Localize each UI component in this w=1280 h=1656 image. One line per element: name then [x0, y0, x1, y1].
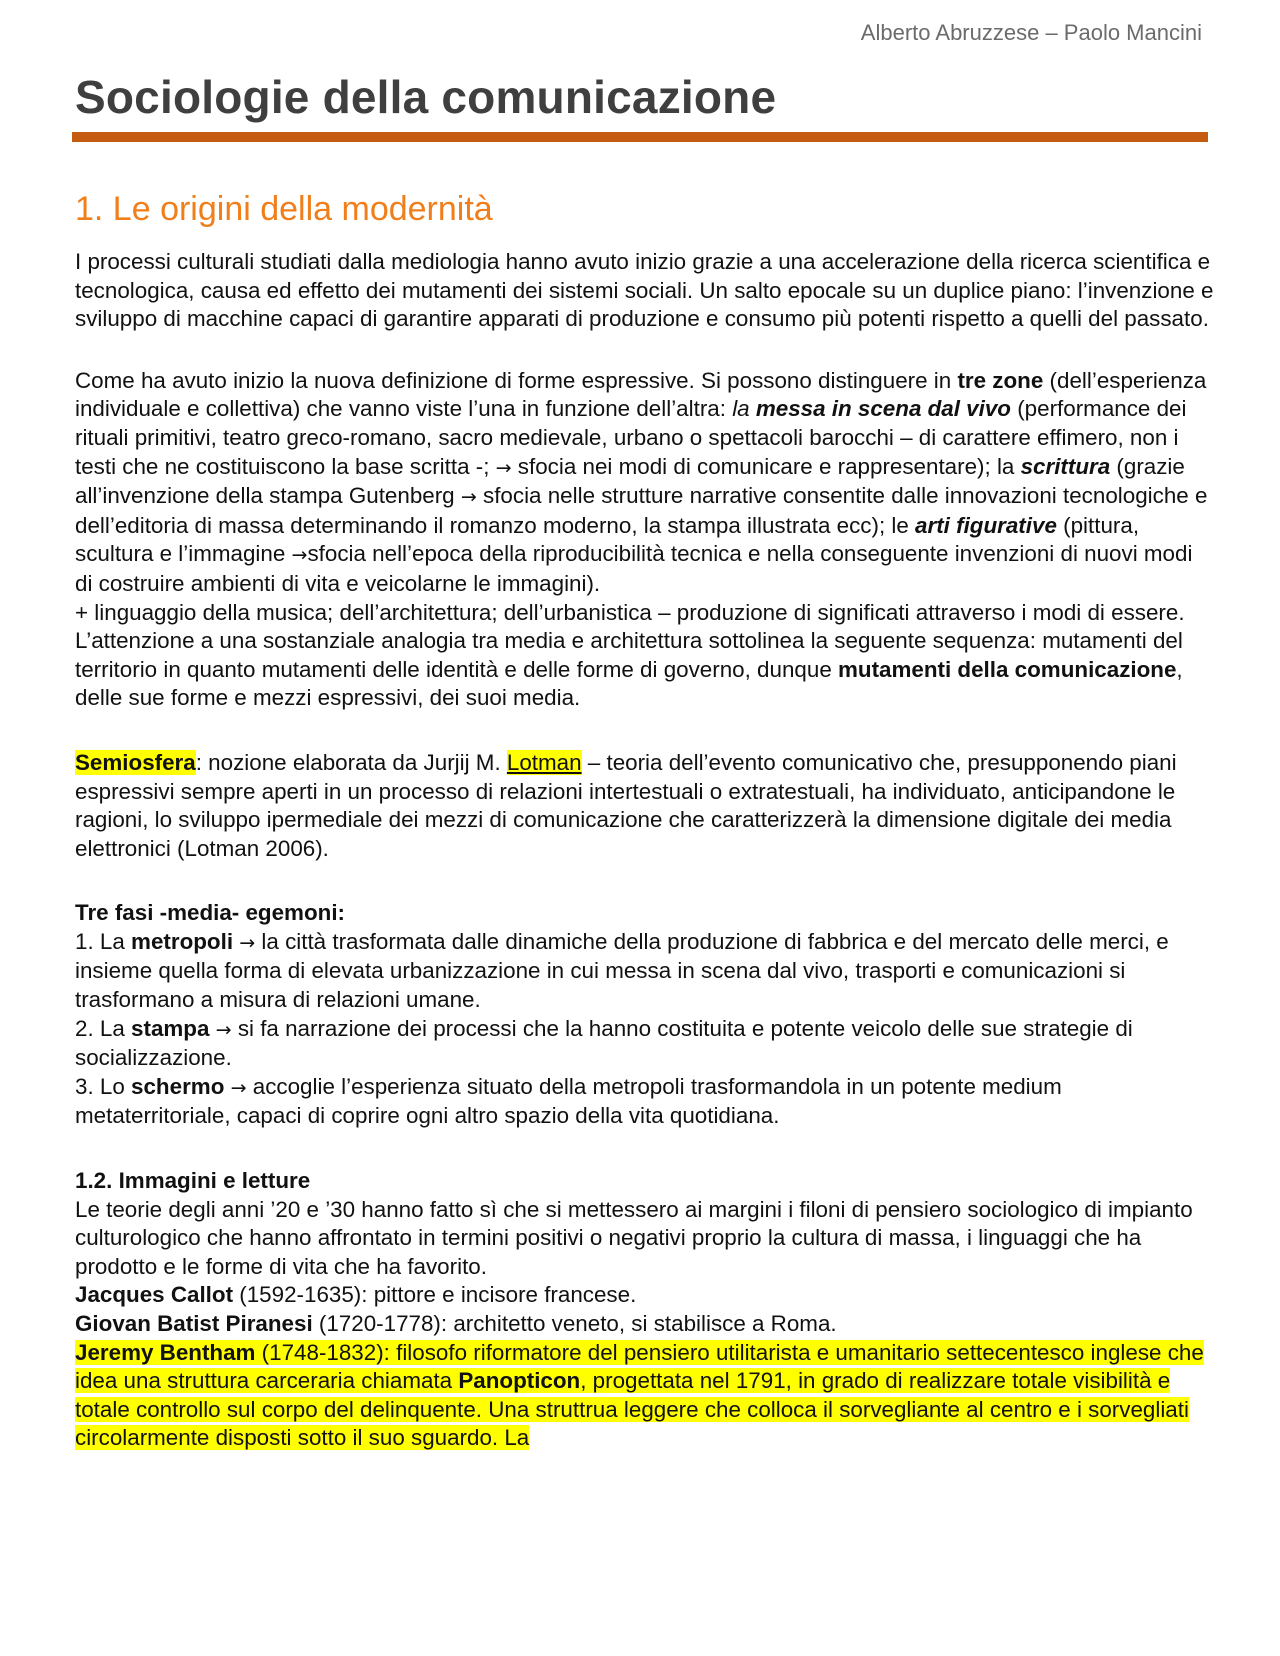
header-author: Alberto Abruzzese – Paolo Mancini: [860, 20, 1202, 45]
bold-italic-term-scrittura: scrittura: [1020, 453, 1111, 479]
text-run: sfocia nelle strutture narrative consentite dalle innovazioni tecnologiche e dell’editoria di massa determinando il romanzo moderno, la stampa illustrata ecc); le: [75, 483, 1208, 538]
text-run: (dell’esperienza individuale e collettiva) che vanno viste l’una in funzione dell’altra:: [75, 367, 1207, 422]
paragraph-teorie: Le teorie degli anni ’20 e ’30 hanno fatto sì che si mettessero ai margini i filoni di pensiero sociologico di impianto culturologico che hanno affrontato in termini positivi o negativi proprio la cultura di massa, i linguaggi che ha prodotto e le forme di vita che ha favorito.: [75, 1196, 1193, 1279]
highlighted-text: (1748-1832): filosofo riformatore del pensiero utilitarista e umanitario settecentesco inglese che idea una struttura carceraria chiamata: [75, 1339, 1204, 1394]
person-entry-callot: [75, 1281, 1215, 1310]
list-prefix: 1. La: [75, 928, 132, 954]
bold-term: metropoli: [131, 928, 234, 954]
bold-term-mutamenti: mutamenti della comunicazione: [838, 656, 1177, 682]
spacer: [75, 334, 1215, 367]
paragraph-semiosfera: [75, 749, 1215, 863]
section-heading-origini: 1. Le origini della modernità: [75, 190, 493, 228]
title-underline: [72, 132, 1208, 142]
spacer: [75, 713, 1215, 749]
paragraph-linguaggi: + linguaggio della musica; dell’architettura; dell’urbanistica – produzione di significati attraverso i modi di essere.: [75, 599, 1185, 625]
list-item-schermo: [75, 1073, 1215, 1131]
document-title: Sociologie della comunicazione: [75, 71, 777, 123]
list-text: accoglie l’esperienza situato della metropoli trasformandola in un potente medium metaterritoriale, capaci di coprire ogni altro spazio della vita quotidiana.: [75, 1073, 1062, 1129]
highlighted-link-lotman[interactable]: Lotman: [506, 749, 582, 775]
person-entry-piranesi: [75, 1310, 1215, 1339]
paragraph-intro: I processi culturali studiati dalla mediologia hanno avuto inizio grazie a una accelerazione della ricerca scientifica e tecnologica, causa ed effetto dei mutamenti dei sistemi sociali. Un salto epocale su un duplice piano: l’invenzione e sviluppo di macchine capaci di garantire apparati di produzione e consumo più potenti rispetto a quelli del passato.: [75, 249, 1214, 332]
bold-term: stampa: [131, 1015, 210, 1041]
list-text: si fa narrazione dei processi che la hanno costituita e potente veicolo delle sue strategie di socializzazione.: [75, 1015, 1133, 1071]
text-run: Come ha avuto inizio la nuova definizione di forme espressive. Si possono distinguere in: [75, 367, 958, 393]
list-prefix: 3. Lo: [75, 1073, 132, 1099]
list-text: la città trasformata dalle dinamiche della produzione di fabbrica e del mercato delle merci, e insieme quella forma di elevata urbanizzazione in cui messa in scena dal vivo, trasporti e comunicazioni si trasformano a misura di relazioni umane.: [75, 928, 1169, 1013]
spacer: [75, 1131, 1215, 1167]
arrow-icon: →: [460, 486, 477, 509]
bold-italic-term-arti-figurative: arti figurative: [915, 512, 1057, 538]
arrow-icon: →: [239, 931, 256, 954]
highlighted-term-panopticon: Panopticon: [458, 1368, 581, 1394]
person-entry-bentham: [75, 1339, 1215, 1453]
list-item-stampa: [75, 1015, 1215, 1073]
person-desc: (1592-1635): pittore e incisore francese.: [233, 1282, 637, 1308]
arrow-icon: →: [215, 1018, 232, 1041]
bold-term: schermo: [131, 1073, 225, 1099]
text-run: sfocia nei modi di comunicare e rappresentare); la: [511, 453, 1021, 479]
text-run: (performance dei rituali primitivi, teatro greco-romano, sacro medievale, urbano o spettacoli barocchi – di carattere effimero, non i testi che ne costituiscono la base scritta -;: [75, 396, 1187, 479]
document-body: [75, 248, 1215, 1453]
bold-italic-term-messa-in-scena: messa in scena dal vivo: [755, 396, 1011, 422]
arrow-icon: →: [230, 1076, 247, 1099]
subheading-text: 1.2. Immagini e letture: [75, 1168, 311, 1194]
bold-term-tre-zone: tre zone: [957, 367, 1044, 393]
paragraph-forme-espressive: [75, 367, 1215, 599]
paragraph-analogia: [75, 627, 1215, 713]
highlighted-term-semiosfera: Semiosfera: [75, 749, 196, 775]
text-run: , delle sue forme e mezzi espressivi, dei suoi media.: [75, 656, 1183, 711]
italic-run: la: [732, 396, 756, 422]
person-name: Giovan Batist Piranesi: [75, 1311, 313, 1336]
text-run: L’attenzione a una sostanziale analogia tra media e architettura sottolinea la seguente sequenza: mutamenti del territorio in quanto mutamenti delle identità e delle forme di governo, dunque: [75, 628, 1183, 682]
arrow-icon: →: [291, 544, 308, 567]
text-run: – teoria dell’evento comunicativo che, presupponendo piani espressivi sempre aperti in un processo di relazioni intertestuali o extratestuali, ha individuato, anticipandone le ragioni, lo sviluppo ipermediale dei mezzi di comunicazione che caratterizzerà la dimensione digitale dei media elettronici (Lotman 2006).: [75, 749, 1177, 861]
highlighted-text: , progettata nel 1791, in grado di realizzare totale visibilità e totale controllo sul corpo del delinquente. Una struttrua leggere che colloca il sorvegliante al centro e i sorvegliati circolarmente disposti sotto il suo sguardo. La: [75, 1368, 1189, 1451]
subheading-immagini-letture: [75, 1167, 1215, 1196]
arrow-icon: →: [495, 456, 512, 479]
person-name: Jacques Callot: [75, 1282, 234, 1308]
subheading-tre-fasi: [75, 899, 1215, 928]
text-run: sfocia nell’epoca della riproducibilità tecnica e nella conseguente invenzioni di nuovi modi di costruire ambienti di vita e veicolarne le immagini).: [75, 541, 1193, 596]
text-run: : nozione elaborata da Jurjij M.: [195, 749, 507, 775]
text-run: (pittura, scultura e l’immagine: [75, 512, 1140, 567]
spacer: [75, 863, 1215, 899]
person-name-highlighted: Jeremy Bentham: [75, 1339, 256, 1365]
list-item-metropoli: [75, 928, 1215, 1015]
person-desc: (1720-1778): architetto veneto, si stabilisce a Roma.: [312, 1311, 837, 1336]
subheading-text: Tre fasi -media- egemoni:: [75, 900, 345, 926]
text-run: (grazie all’invenzione della stampa Gutenberg: [75, 453, 1185, 509]
list-prefix: 2. La: [75, 1015, 132, 1041]
